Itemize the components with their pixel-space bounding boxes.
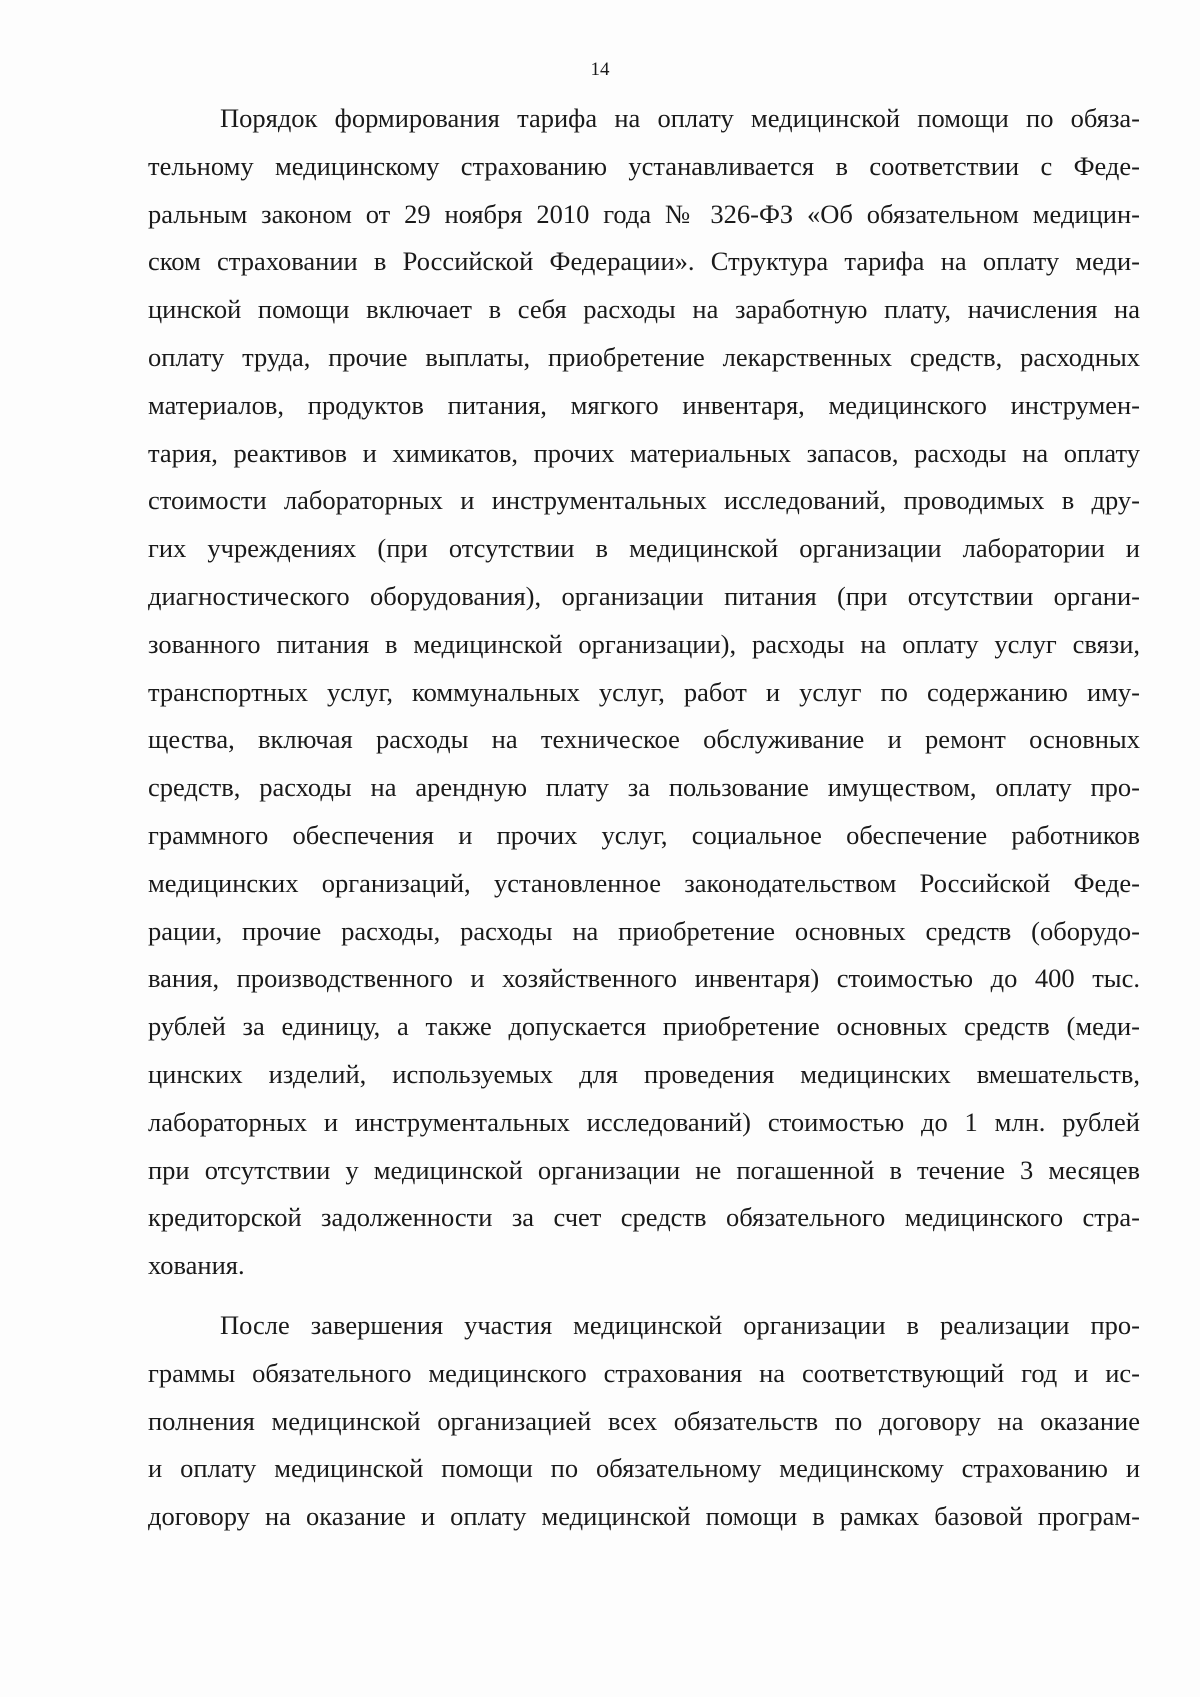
text-line: цинской помощи включает в себя расходы на заработную плату, начисления на xyxy=(148,294,1140,325)
text-line: гих учреждениях (при отсутствии в медицинской организации лаборатории и xyxy=(148,533,1140,564)
text-line: тельному медицинскому страхованию устанавливается в соответствии с Феде- xyxy=(148,150,1140,181)
paragraph-gap xyxy=(148,1290,1140,1302)
text-line: лабораторных и инструментальных исследований) стоимостью до 1 млн. рублей xyxy=(148,1106,1140,1137)
text-line: медицинских организаций, установленное законодательством Российской Феде- xyxy=(148,867,1140,898)
text-line: диагностического оборудования), организации питания (при отсутствии органи- xyxy=(148,580,1140,611)
text-line: зованного питания в медицинской организации), расходы на оплату услуг связи, xyxy=(148,628,1140,659)
text-line: вания, производственного и хозяйственного инвентаря) стоимостью до 400 тыс. xyxy=(148,963,1140,994)
text-line: оплату труда, прочие выплаты, приобретение лекарственных средств, расходных xyxy=(148,341,1140,372)
text-line: договору на оказание и оплату медицинской помощи в рамках базовой програм- xyxy=(148,1501,1140,1532)
document-body xyxy=(148,95,1140,1541)
text-line: граммного обеспечения и прочих услуг, социальное обеспечение работников xyxy=(148,819,1140,850)
paragraph-tariff-structure xyxy=(148,95,1140,1290)
text-line: граммы обязательного медицинского страхования на соответствующий год и ис- xyxy=(148,1357,1140,1388)
text-line: щества, включая расходы на техническое обслуживание и ремонт основных xyxy=(148,724,1140,755)
text-line: при отсутствии у медицинской организации не погашенной в течение 3 месяцев xyxy=(148,1154,1140,1185)
text-line: кредиторской задолженности за счет средств обязательного медицинского стра- xyxy=(148,1202,1140,1233)
text-line: транспортных услуг, коммунальных услуг, работ и услуг по содержанию иму- xyxy=(148,676,1140,707)
text-line: материалов, продуктов питания, мягкого инвентаря, медицинского инструмен- xyxy=(148,389,1140,420)
text-line: ском страховании в Российской Федерации». Структура тарифа на оплату меди- xyxy=(148,246,1140,277)
page-number: 14 xyxy=(590,59,610,80)
text-line: стоимости лабораторных и инструментальных исследований, проводимых в дру- xyxy=(148,485,1140,516)
text-line: и оплату медицинской помощи по обязательному медицинскому страхованию и xyxy=(148,1453,1140,1484)
text-line: тария, реактивов и химикатов, прочих материальных запасов, расходы на оплату xyxy=(148,437,1140,468)
text-line: хования. xyxy=(148,1250,245,1281)
text-line: ральным законом от 29 ноября 2010 года № 326-ФЗ «Об обязательном медицин- xyxy=(148,198,1140,229)
text-line: После завершения участия медицинской организации в реализации про- xyxy=(220,1309,1140,1340)
text-line: рублей за единицу, а также допускается приобретение основных средств (меди- xyxy=(148,1011,1140,1042)
text-line: полнения медицинской организацией всех обязательств по договору на оказание xyxy=(148,1405,1140,1436)
text-line: Порядок формирования тарифа на оплату медицинской помощи по обяза- xyxy=(220,103,1140,133)
text-line: рации, прочие расходы, расходы на приобретение основных средств (оборудо- xyxy=(148,915,1140,946)
text-line: цинских изделий, используемых для проведения медицинских вмешательств, xyxy=(148,1058,1140,1089)
paragraph-program-completion xyxy=(148,1302,1140,1541)
text-line: средств, расходы на арендную плату за пользование имуществом, оплату про- xyxy=(148,772,1140,803)
